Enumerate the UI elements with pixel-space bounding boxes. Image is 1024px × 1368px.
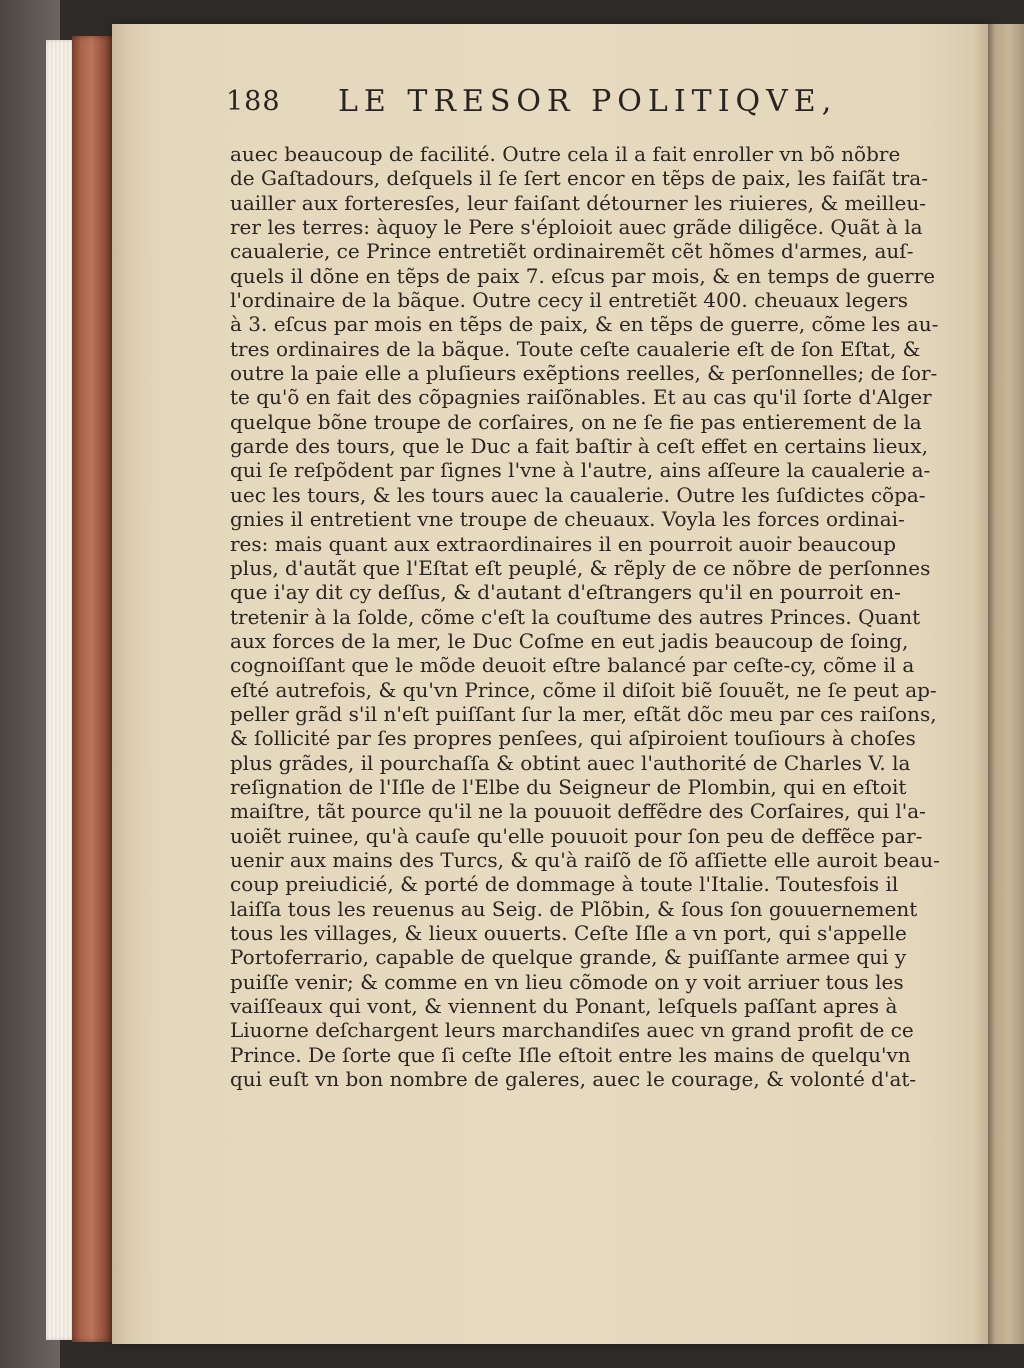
text-line: outre la paie elle a pluſieurs exẽptions reelles, & perſonnelles; de ſor-	[230, 361, 938, 386]
running-title: LE TRESOR POLITIQVE,	[338, 84, 838, 119]
text-line: plus grãdes, il pourchaſſa & obtint auec l'authorité de Charles V. la	[230, 750, 911, 775]
text-line: auec beaucoup de facilité. Outre cela il a fait enroller vn bõ nõbre	[230, 142, 901, 166]
text-line: de Gaſtadours, deſquels il ſe ſert encor en tẽps de paix, les faiſãt tra-	[230, 166, 928, 191]
text-line: tres ordinaires de la bãque. Toute ceſte caualerie eſt de ſon Eſtat, &	[230, 336, 921, 361]
text-line: Liuorne deſchargent leurs marchandiſes auec vn grand profit de ce	[230, 1018, 914, 1043]
text-line: tous les villages, & lieux ouuerts. Ceſte Iſle a vn port, qui s'appelle	[230, 921, 907, 945]
text-line: vaiſſeaux qui vont, & viennent du Ponant, leſquels paſſant apres à	[230, 994, 898, 1019]
text-line: Portoferrario, capable de quelque grande, & puiſſante armee qui y	[230, 945, 907, 970]
text-line: qui euſt vn bon nombre de galeres, auec le courage, & volonté d'at-	[230, 1067, 917, 1092]
body-text	[230, 142, 940, 1092]
text-line: quels il dõne en tẽps de paix 7. eſcus par mois, & en temps de guerre	[230, 263, 936, 288]
text-line: uailler aux forteresſes, leur faiſant détourner les riuieres, & meilleu-	[230, 190, 927, 215]
gilt-page-edge	[72, 36, 116, 1342]
text-line: garde des tours, que le Duc a fait baſtir à ceſt effet en certains lieux,	[230, 434, 928, 459]
text-line: coup preiudicié, & porté de dommage à toute l'Italie. Toutesfois il	[230, 872, 899, 897]
text-line: Prince. De ſorte que ſi ceſte Iſle eſtoit entre les mains de quelqu'vn	[230, 1042, 911, 1067]
text-line: plus, d'autãt que l'Eſtat eſt peuplé, & rẽply de ce nõbre de perſonnes	[230, 555, 931, 580]
text-line: laiſſa tous les reuenus au Seig. de Plõbin, & ſous ſon gouuernement	[230, 896, 918, 921]
text-line: cognoiſſant que le mõde deuoit eſtre balancé par ceſte-cy, cõme il a	[230, 653, 915, 678]
facing-page-edge	[988, 24, 1024, 1344]
text-line: que i'ay dit cy deſſus, & d'autant d'eſtrangers qu'il en pourroit en-	[230, 580, 901, 605]
text-line: uenir aux mains des Turcs, & qu'à raiſõ de ſõ aſſiette elle auroit beau-	[230, 847, 940, 872]
text-line: uoiẽt ruinee, qu'à cauſe qu'elle pouuoit pour ſon peu de deffẽce par-	[230, 823, 923, 848]
text-line: eſté autrefois, & qu'vn Prince, cõme il diſoit biẽ ſouuẽt, ne ſe peut ap-	[230, 677, 937, 702]
page-number: 188	[226, 86, 281, 117]
text-line: à 3. eſcus par mois en tẽps de paix, & en tẽps de guerre, cõme les au-	[230, 312, 939, 337]
text-line: tretenir à la ſolde, cõme c'eſt la couſtume des autres Princes. Quant	[230, 604, 921, 629]
text-line: qui ſe reſpõdent par ſignes l'vne à l'autre, ains aſſeure la caualerie a-	[230, 458, 931, 483]
text-line: rer les terres: àquoy le Pere s'éploioit auec grãde diligẽce. Quãt à la	[230, 215, 923, 240]
text-line: maiſtre, tãt pource qu'il ne la pouuoit deffẽdre des Corſaires, qui l'a-	[230, 799, 926, 824]
text-line: & ſollicité par ſes propres penſees, qui aſpiroient touſiours à choſes	[230, 726, 916, 751]
text-line: peller grãd s'il n'eſt puiſſant ſur la mer, eſtãt dõc meu par ces raiſons,	[230, 701, 937, 726]
text-line: caualerie, ce Prince entretiẽt ordinairemẽt cẽt hõmes d'armes, auſ-	[230, 239, 914, 264]
text-line: l'ordinaire de la bãque. Outre cecy il entretiẽt 400. cheuaux legers	[230, 288, 909, 313]
page-header	[226, 80, 886, 124]
text-line: aux forces de la mer, le Duc Coſme en eut jadis beaucoup de ſoing,	[230, 628, 909, 653]
text-line: uec les tours, & les tours auec la caualerie. Outre les ſuſdictes cõpa-	[230, 482, 926, 507]
text-line: reſignation de l'Iſle de l'Elbe du Seigneur de Plombin, qui en eſtoit	[230, 774, 907, 799]
text-line: res: mais quant aux extraordinaires il en pourroit auoir beaucoup	[230, 531, 897, 556]
text-line: quelque bõne troupe de corſaires, on ne ſe fie pas entierement de la	[230, 409, 922, 434]
text-line: puiſſe venir; & comme en vn lieu cõmode on y voit arriuer tous les	[230, 969, 904, 994]
text-line: te qu'õ en fait des cõpagnies raiſõnables. Et au cas qu'il ſorte d'Alger	[230, 385, 932, 410]
text-line: gnies il entretient vne troupe de cheuaux. Voyla les forces ordinai-	[230, 507, 905, 532]
